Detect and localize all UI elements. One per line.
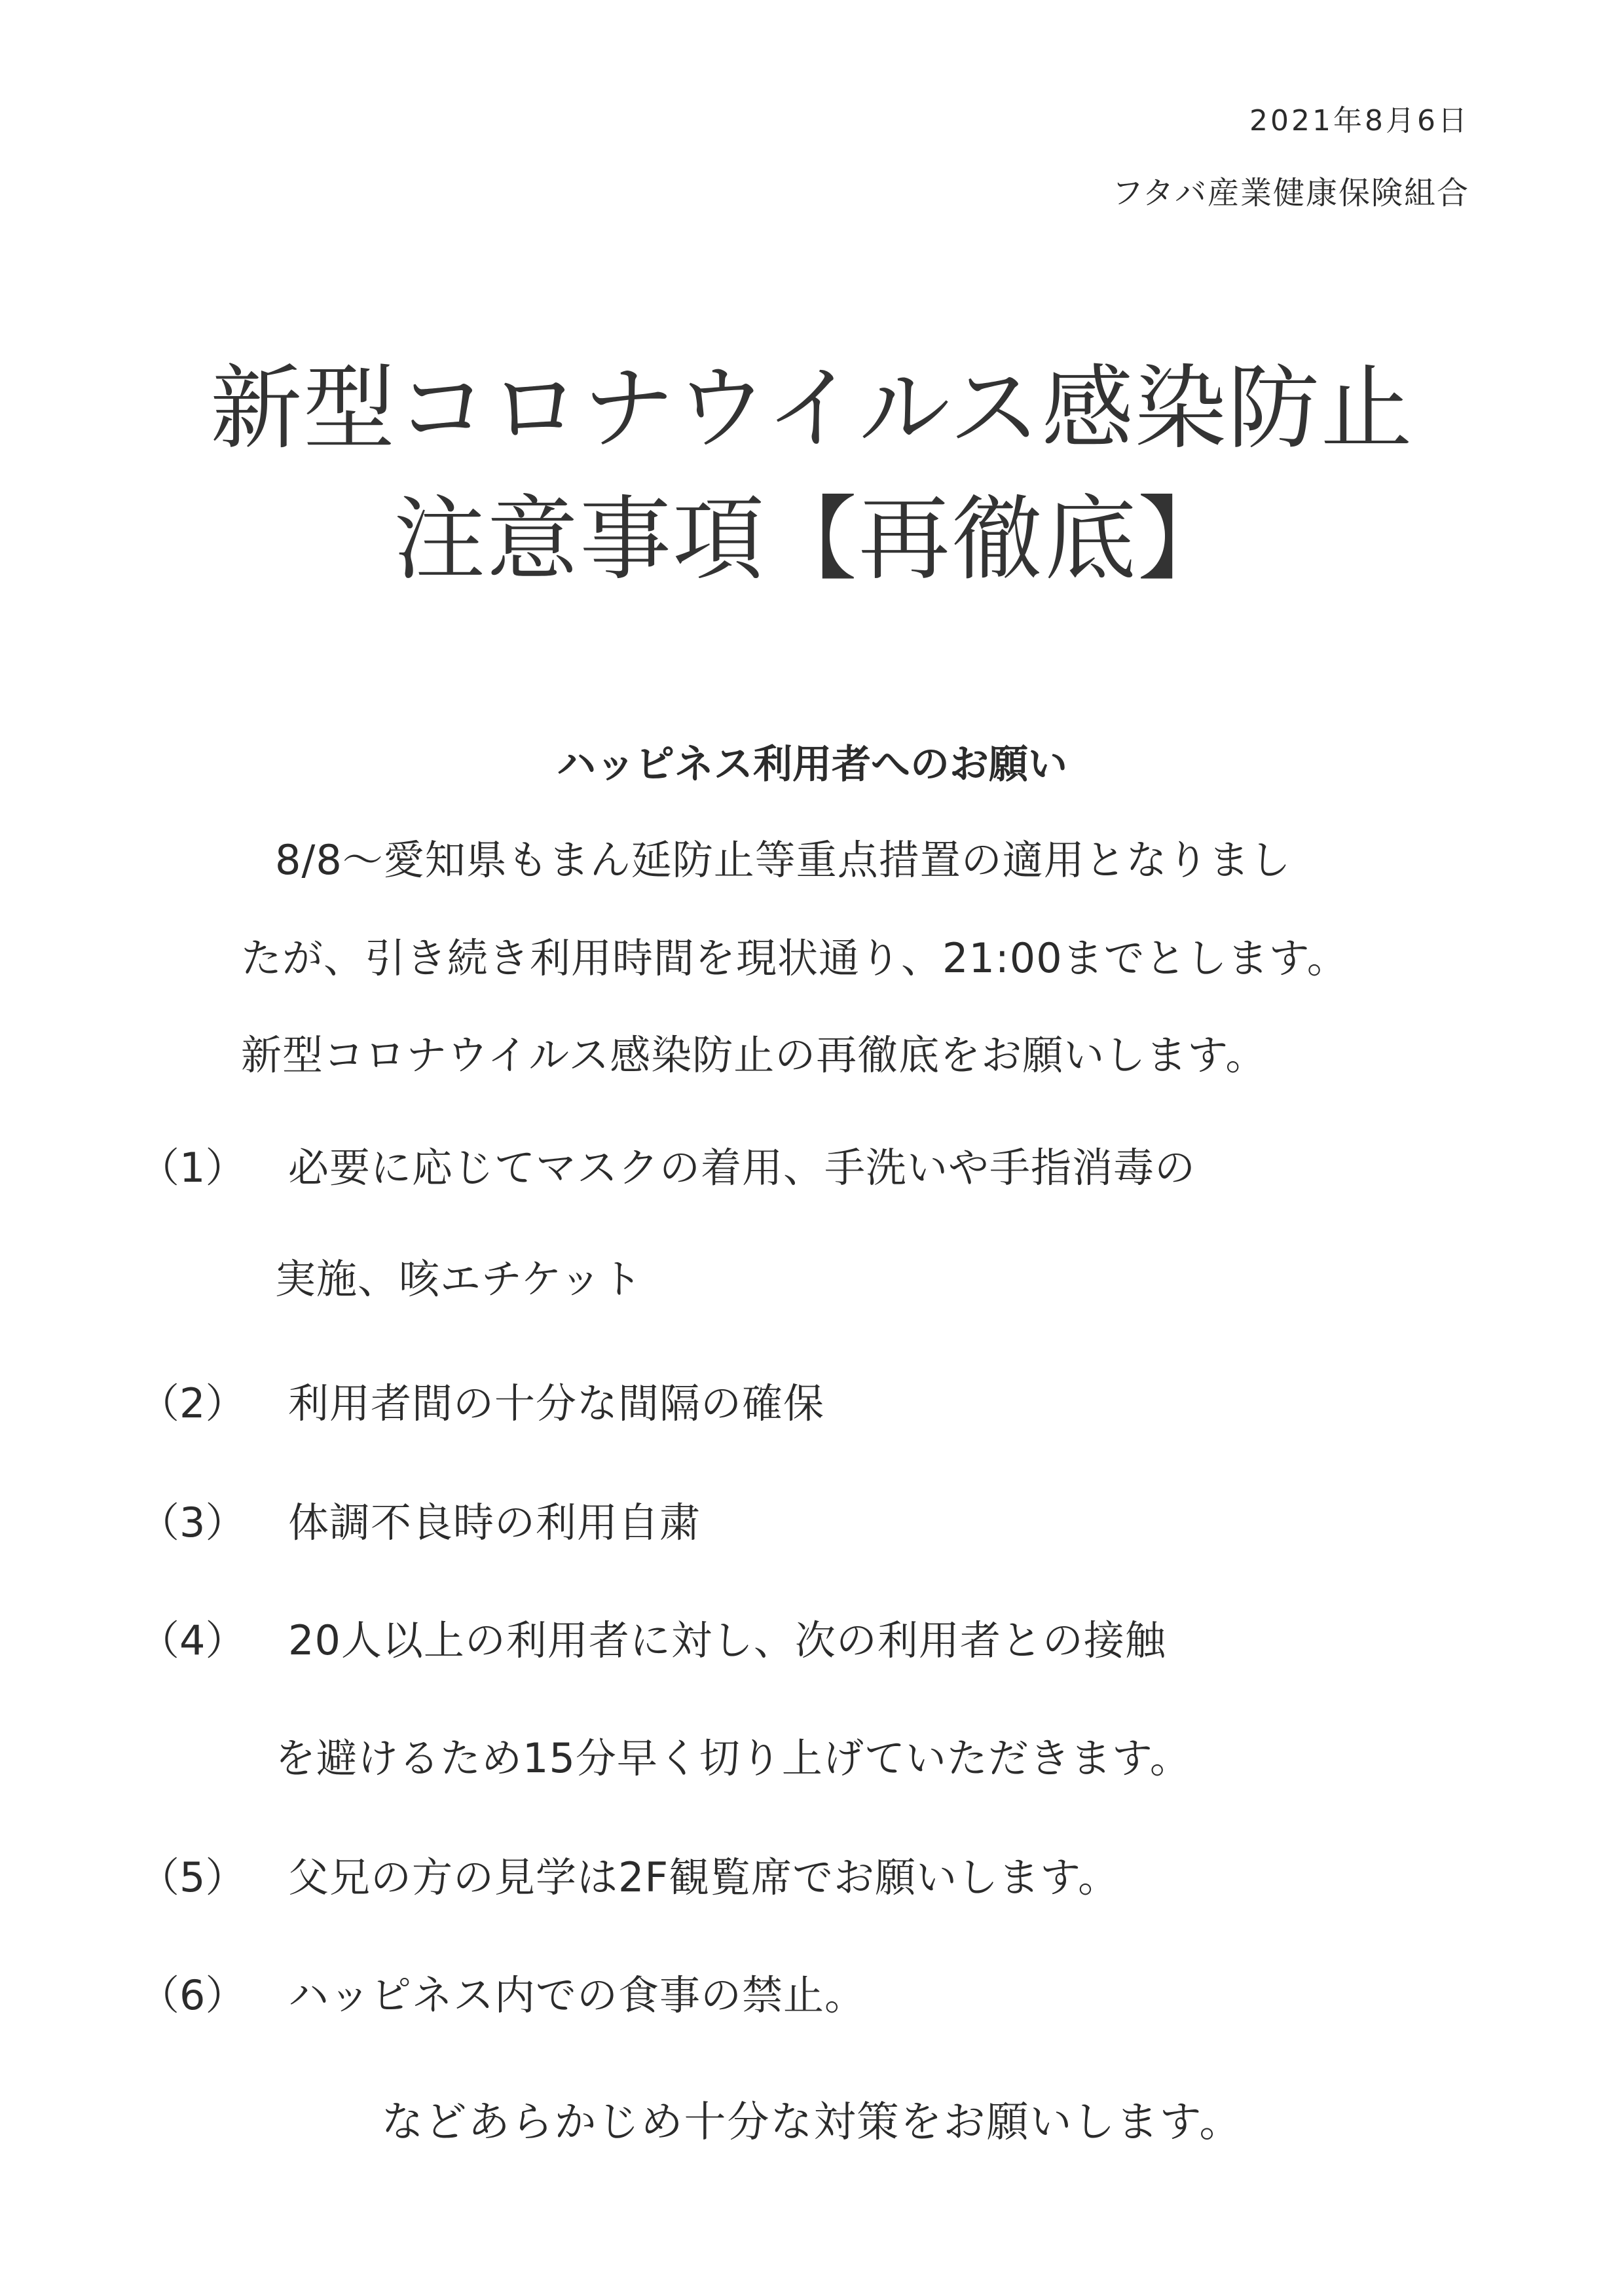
intro-line-2: たが、引き続き利用時間を現状通り、21:00までとします。 [241,934,1348,982]
item-text: 必要に応じてマスクの着用、手洗いや手指消毒の [288,1144,1196,1192]
intro-line-1: 8/8～愛知県もまん延防止等重点措置の適用となりまし [275,836,1291,884]
item-continuation: を避けるため15分早く切り上げていただきます。 [275,1734,1191,1782]
subtitle: ハッピネス利用者へのお願い [557,742,1067,788]
closing-line: などあらかじめ十分な対策をお願いします。 [381,2098,1243,2147]
page-title-line-1: 新型コロナウイルス感染防止 [210,355,1414,462]
item-number: （6） [139,1971,246,2019]
item-text: 父兄の方の見学は2F観覧席でお願いします。 [288,1853,1120,1901]
item-number: （1） [139,1144,246,1192]
item-text: 利用者間の十分な間隔の確保 [288,1379,825,1427]
issue-date: 2021年8月6日 [1249,104,1469,137]
item-number: （3） [139,1499,246,1546]
item-text: 20人以上の利用者に対し、次の利用者との接触 [288,1616,1166,1664]
intro-line-3: 新型コロナウイルス感染防止の再徹底をお願いします。 [241,1031,1267,1079]
item-text: ハッピネス内での食事の禁止。 [288,1971,866,2019]
item-text: 体調不良時の利用自粛 [288,1499,701,1546]
issuing-organization: フタバ産業健康保険組合 [1111,175,1469,211]
item-number: （4） [139,1616,246,1664]
item-number: （2） [139,1379,246,1427]
item-continuation: 実施、咳エチケット [275,1255,643,1303]
page-title-line-2: 注意事項【再徹底】 [393,486,1230,593]
item-number: （5） [139,1853,246,1901]
